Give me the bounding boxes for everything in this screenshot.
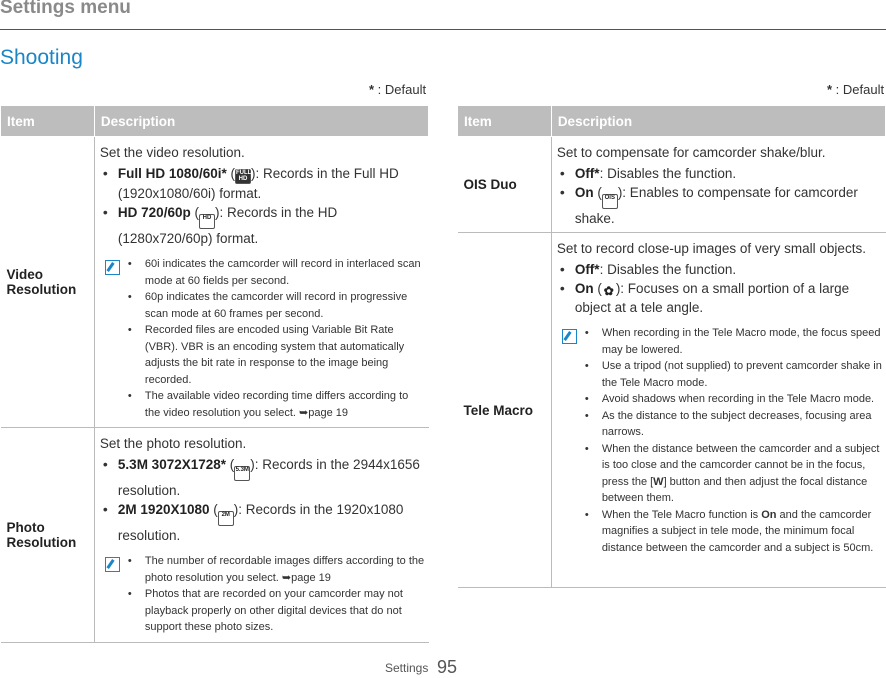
option-text: ): Records in the HD (1280x720/60p) format. bbox=[117, 205, 338, 246]
default-mark: * bbox=[827, 82, 833, 97]
row-lead: Set to record close-up images of very small objects. bbox=[556, 241, 866, 256]
option-text: : Disables the function. bbox=[599, 262, 737, 277]
row-label: Tele Macro bbox=[458, 233, 552, 588]
table-row bbox=[458, 137, 886, 233]
option-item: • 2M 1920X1080 ( 2M ): Records in the 1920x1080 resolution. bbox=[118, 500, 427, 545]
table-row bbox=[1, 428, 429, 643]
option-list bbox=[100, 164, 427, 248]
row-label: OIS Duo bbox=[458, 137, 552, 233]
note-key: W bbox=[653, 475, 664, 488]
col-item: Item bbox=[458, 106, 552, 137]
table-header bbox=[1, 106, 429, 137]
option-item: • On ( ✿ ): Focuses on a small portion of a large object at a tele angle. bbox=[575, 279, 884, 317]
note-pencil-icon bbox=[105, 557, 120, 572]
row-label: Video Resolution bbox=[1, 137, 95, 428]
option-name: 5.3M 3072X1728* bbox=[117, 457, 227, 472]
option-item bbox=[575, 260, 884, 279]
option-item: • HD 720/60p ( HD ): Records in the HD (1280x720/60p) format. bbox=[118, 203, 427, 248]
note-item bbox=[602, 507, 884, 557]
table-row bbox=[1, 137, 429, 428]
option-list bbox=[557, 164, 884, 228]
ois-hand-icon: OIS bbox=[602, 194, 618, 209]
note-text: and the camcorder magnifies a subject in tele mode, the minimum focal distance between the camcorder and a subject is 50cm. bbox=[601, 508, 874, 554]
option-text: ): Records in the 2944x1656 resolution. bbox=[117, 457, 420, 498]
row-label: Photo Resolution bbox=[1, 428, 95, 643]
chapter-title: Settings menu bbox=[0, 0, 131, 18]
row-description bbox=[94, 137, 428, 428]
note-pencil-icon bbox=[562, 329, 577, 344]
option-name: Off* bbox=[574, 166, 600, 181]
row-description bbox=[551, 233, 885, 588]
footer-label: Settings bbox=[385, 661, 429, 675]
default-text: : Default bbox=[832, 82, 885, 97]
macro-flower-icon: ✿ bbox=[603, 284, 614, 298]
note-item: • When recording in the Tele Macro mode, the focus speed may be lowered. bbox=[602, 325, 884, 358]
option-item bbox=[575, 164, 884, 183]
note-box bbox=[100, 553, 427, 636]
note-pencil-icon bbox=[105, 260, 120, 275]
row-lead: Set the video resolution. bbox=[99, 145, 245, 160]
note-key: On bbox=[761, 508, 777, 521]
option-name: Full HD 1080/60i* bbox=[117, 166, 227, 181]
note-item: • The available video recording time differs according to the video resolution you select. ➥page 19 bbox=[145, 388, 427, 421]
note-item: • Recorded files are encoded using Variable Bit Rate (VBR). VBR is an encoding system that automatically adjusts the bit rate in response to the image being recorded. bbox=[145, 322, 427, 388]
note-item: • 60i indicates the camcorder will record in interlaced scan mode at 60 fields per second. bbox=[145, 256, 427, 289]
option-name: HD 720/60p bbox=[117, 205, 191, 220]
col-description: Description bbox=[94, 106, 428, 137]
note-item: • Use a tripod (not supplied) to prevent camcorder shake in the Tele Macro mode. bbox=[602, 358, 884, 391]
note-item: • Photos that are recorded on your camcorder may not playback properly on other digital devices that do not support these photo sizes. bbox=[145, 586, 427, 636]
note-text: When the distance between the camcorder and a subject is too close and the camcorder cannot be in the focus, press the [ bbox=[601, 442, 880, 488]
option-text: ): Records in the 1920x1080 resolution. bbox=[117, 502, 404, 543]
right-table bbox=[457, 105, 886, 588]
row-description bbox=[94, 428, 428, 643]
col-item: Item bbox=[1, 106, 95, 137]
option-text: ): Focuses on a small portion of a large object at a tele angle. bbox=[574, 281, 850, 315]
page-number: 95 bbox=[437, 657, 458, 677]
note-text: ] button and then adjust the focal distance between them. bbox=[601, 475, 868, 504]
note-item: • The number of recordable images differs according to the photo resolution you select. ➥page 19 bbox=[145, 553, 427, 586]
full-hd-icon: FULL HD bbox=[235, 170, 252, 182]
option-name: On bbox=[574, 185, 594, 200]
photo-2m-icon: 2M bbox=[218, 511, 234, 526]
photo-5-3m-icon: 5.3M bbox=[234, 466, 250, 481]
hd-icon: HD bbox=[199, 214, 215, 229]
row-lead: Set to compensate for camcorder shake/blur. bbox=[556, 145, 826, 160]
table-row bbox=[458, 233, 886, 588]
row-lead: Set the photo resolution. bbox=[99, 436, 247, 451]
option-item: • 5.3M 3072X1728* (5.3M): Records in the 2944x1656 resolution. bbox=[118, 455, 427, 500]
note-item: • 60p indicates the camcorder will record in progressive scan mode at 60 frames per second. bbox=[145, 289, 427, 322]
option-text: ): Enables to compensate for camcorder shake. bbox=[574, 185, 858, 226]
table-header bbox=[458, 106, 886, 137]
header-rule bbox=[0, 29, 886, 30]
option-text: : Disables the function. bbox=[599, 166, 737, 181]
option-text: ): Records in the Full HD (1920x1080/60i) format. bbox=[117, 166, 399, 201]
note-box bbox=[100, 256, 427, 421]
left-table bbox=[0, 105, 429, 643]
note-item bbox=[602, 441, 884, 507]
note-box bbox=[557, 325, 884, 556]
note-item: • Avoid shadows when recording in the Tele Macro mode. bbox=[602, 391, 884, 408]
option-item: • On ( OIS ): Enables to compensate for camcorder shake. bbox=[575, 183, 884, 228]
default-mark: * bbox=[369, 82, 375, 97]
option-item: • Full HD 1080/60i* (FULL HD ): Records in the Full HD (1920x1080/60i) format. bbox=[118, 164, 427, 203]
row-description bbox=[551, 137, 885, 233]
option-name: 2M 1920X1080 bbox=[117, 502, 210, 517]
default-legend-right bbox=[827, 82, 884, 97]
note-item: • As the distance to the subject decreases, focusing area narrows. bbox=[602, 408, 884, 441]
default-legend-left bbox=[369, 82, 426, 97]
option-name: On bbox=[574, 281, 594, 296]
default-text: : Default bbox=[374, 82, 427, 97]
note-text: When the Tele Macro function is bbox=[601, 508, 762, 521]
section-title: Shooting bbox=[0, 46, 83, 69]
option-list bbox=[100, 455, 427, 545]
col-description: Description bbox=[551, 106, 885, 137]
option-list bbox=[557, 260, 884, 317]
option-name: Off* bbox=[574, 262, 600, 277]
